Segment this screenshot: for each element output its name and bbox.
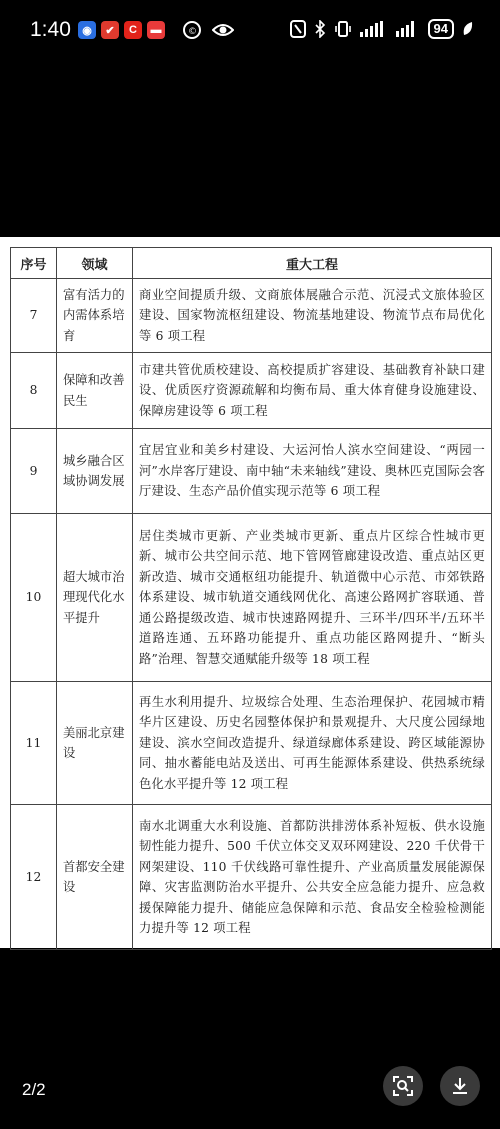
row-area: 美丽北京建设	[57, 682, 133, 805]
row-num: 7	[11, 279, 57, 353]
document-page[interactable]	[0, 237, 500, 948]
row-projects: 居住类城市更新、产业类城市更新、重点片区综合性城市更新、城市公共空间示范、地下管网管廊建设改造、重点站区更新改造、城市交通枢纽功能提升、轨道微中心示范、市郊铁路体系建设、城市轨道交通线网优化、高速公路网扩容联通、普通公路提级改造、城市快速路网提升、三环半/四环半/五环半道路连通、五环路功能提升、重点功能区路网提升、“断头路”治理、智慧交通赋能升级等 18 项工程	[133, 514, 492, 682]
status-time: 1:40	[30, 18, 71, 41]
table-header-row	[11, 248, 492, 279]
row-area: 保障和改善民生	[57, 353, 133, 429]
scan-search-icon	[392, 1075, 414, 1097]
row-num: 9	[11, 429, 57, 514]
header-num: 序号	[11, 248, 57, 279]
vibrate-icon	[334, 20, 352, 38]
table-row	[11, 514, 492, 682]
header-area: 领域	[57, 248, 133, 279]
row-projects: 再生水利用提升、垃圾综合处理、生态治理保护、花园城市精华片区建设、历史名园整体保护和景观提升、大尺度公园绿地建设、滨水空间改造提升、绿道绿廊体系建设、跨区域能源协同、抽水蓄能电站及送出、可再生能源体系建设、供热系统绿色化水平提升等 12 项工程	[133, 682, 492, 805]
row-num: 11	[11, 682, 57, 805]
row-projects: 商业空间提质升级、文商旅体展融合示范、沉浸式文旅体验区建设、国家物流枢纽建设、物流基地建设、物流节点布局优化等 6 项工程	[133, 279, 492, 353]
row-area: 城乡融合区域协调发展	[57, 429, 133, 514]
svg-text:©: ©	[188, 27, 197, 37]
image-search-button[interactable]	[383, 1066, 423, 1106]
table-row	[11, 805, 492, 950]
leaf-icon	[462, 21, 474, 37]
nfc-icon	[290, 20, 306, 38]
page-indicator: 2/2	[22, 1080, 46, 1099]
download-button[interactable]	[440, 1066, 480, 1106]
row-num: 8	[11, 353, 57, 429]
battery-level: 94	[428, 19, 454, 39]
projects-table	[10, 247, 492, 950]
row-num: 10	[11, 514, 57, 682]
table-row	[11, 429, 492, 514]
red-app-icon: ▬	[147, 21, 165, 39]
weibo-icon: ◉	[78, 21, 96, 39]
table-row	[11, 279, 492, 353]
table-row	[11, 682, 492, 805]
eye-icon	[212, 22, 234, 38]
signal-2-icon	[396, 21, 420, 37]
system-indicator-icons	[182, 20, 234, 40]
row-projects: 市建共管优质校建设、高校提质扩容建设、基础教育补缺口建设、优质医疗资源疏解和均衡布局、重大体育健身设施建设、保障房建设等 6 项工程	[133, 353, 492, 429]
row-area: 超大城市治理现代化水平提升	[57, 514, 133, 682]
right-status-icons	[290, 19, 474, 39]
row-num: 12	[11, 805, 57, 950]
row-projects: 南水北调重大水利设施、首都防洪排涝体系补短板、供水设施韧性能力提升、500 千伏立体交叉双环网建设、220 千伏骨干网架建设、110 千伏线路可靠性提升、产业高质量发展能源保障、灾害监测防治水平提升、公共安全应急能力提升、应急救援保障能力提升、储能应急保障和示范、食品安全检验检测能力提升等 12 项工程	[133, 805, 492, 950]
status-bar	[0, 0, 500, 62]
row-area: 首都安全建设	[57, 805, 133, 950]
accessibility-icon	[182, 20, 202, 40]
table-row	[11, 353, 492, 429]
download-icon	[449, 1075, 471, 1097]
row-area: 富有活力的内需体系培育	[57, 279, 133, 353]
row-projects: 宜居宜业和美乡村建设、大运河怡人滨水空间建设、“两园一河”水岸客厅建设、南中轴“未来轴线”建设、奥林匹克国际会客厅建设、生态产品价值实现示范等 6 项工程	[133, 429, 492, 514]
signal-1-icon	[360, 21, 388, 37]
toutiao-icon: ✔	[101, 21, 119, 39]
notification-app-icons	[78, 21, 165, 39]
bluetooth-icon	[314, 20, 326, 38]
header-projects: 重大工程	[133, 248, 492, 279]
c-app-icon: C	[124, 21, 142, 39]
